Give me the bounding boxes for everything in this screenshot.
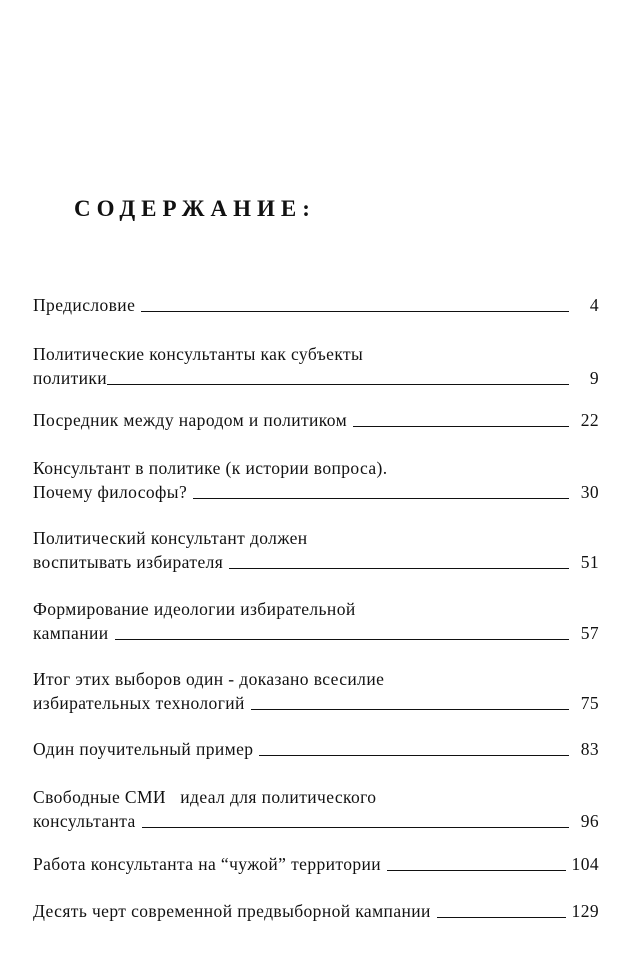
toc-page-number: 51 xyxy=(580,552,599,572)
leader-line xyxy=(193,498,569,499)
toc-entry-election-results xyxy=(33,667,599,715)
toc-entry-consultant-in-politics xyxy=(33,456,599,504)
toc-page-number: 22 xyxy=(580,410,599,430)
leader-line xyxy=(142,827,569,828)
toc-page-number: 83 xyxy=(580,739,599,759)
leader-line xyxy=(229,568,569,569)
toc-entry-foreword xyxy=(33,293,599,317)
toc-page-number: 9 xyxy=(589,368,599,388)
toc-page-number: 57 xyxy=(580,623,599,643)
toc-entry-foreign-territory xyxy=(33,852,599,876)
toc-entry-title: Политический консультант должен xyxy=(33,528,308,548)
toc-entry-title: Десять черт современной предвыборной кампании xyxy=(33,901,431,921)
toc-entry-mediator xyxy=(33,408,599,432)
toc-entry-title: Предисловие xyxy=(33,295,136,315)
toc-entry-title-continued: Почему философы? xyxy=(33,482,188,502)
toc-entry-free-media xyxy=(33,785,599,833)
leader-line xyxy=(107,384,569,385)
leader-line xyxy=(387,870,565,871)
toc-entry-ten-features xyxy=(33,899,599,923)
toc-entry-title: Политические консультанты как субъекты xyxy=(33,344,364,364)
toc-page-number: 75 xyxy=(580,693,599,713)
toc-entry-title-continued: воспитывать избирателя xyxy=(33,552,224,572)
toc-entry-campaign-ideology xyxy=(33,597,599,645)
leader-line xyxy=(115,639,569,640)
toc-entry-educate-voter xyxy=(33,526,599,574)
leader-line xyxy=(353,426,569,427)
leader-line xyxy=(251,709,569,710)
toc-page-number: 104 xyxy=(571,854,599,874)
toc-entry-title: Консультант в политике (к истории вопроса). xyxy=(33,458,388,478)
toc-entry-title-continued: консультанта xyxy=(33,811,136,831)
toc-page-number: 129 xyxy=(571,901,599,921)
toc-page-number: 30 xyxy=(580,482,599,502)
toc-entry-political-consultants xyxy=(33,342,599,390)
toc-entry-title-continued: кампании xyxy=(33,623,109,643)
toc-entry-title: Работа консультанта на “чужой” территории xyxy=(33,854,382,874)
leader-line xyxy=(141,311,569,312)
toc-entry-title-continued: избирательных технологий xyxy=(33,693,245,713)
toc-entry-title: Формирование идеологии избирательной xyxy=(33,599,356,619)
toc-entry-title: Посредник между народом и политиком xyxy=(33,410,348,430)
page-title: СОДЕРЖАНИЕ: xyxy=(74,196,316,221)
leader-line xyxy=(259,755,569,756)
toc-entry-instructive-example xyxy=(33,737,599,761)
toc-entry-title: Свободные СМИ идеал для политического xyxy=(33,787,377,807)
toc-entry-title: Один поучительный пример xyxy=(33,739,254,759)
toc-page-number: 4 xyxy=(589,295,599,315)
leader-line xyxy=(437,917,566,918)
toc-entry-title: Итог этих выборов один - доказано всесилие xyxy=(33,669,385,689)
toc-entry-title-continued: политики xyxy=(33,368,108,388)
toc-page-number: 96 xyxy=(580,811,599,831)
